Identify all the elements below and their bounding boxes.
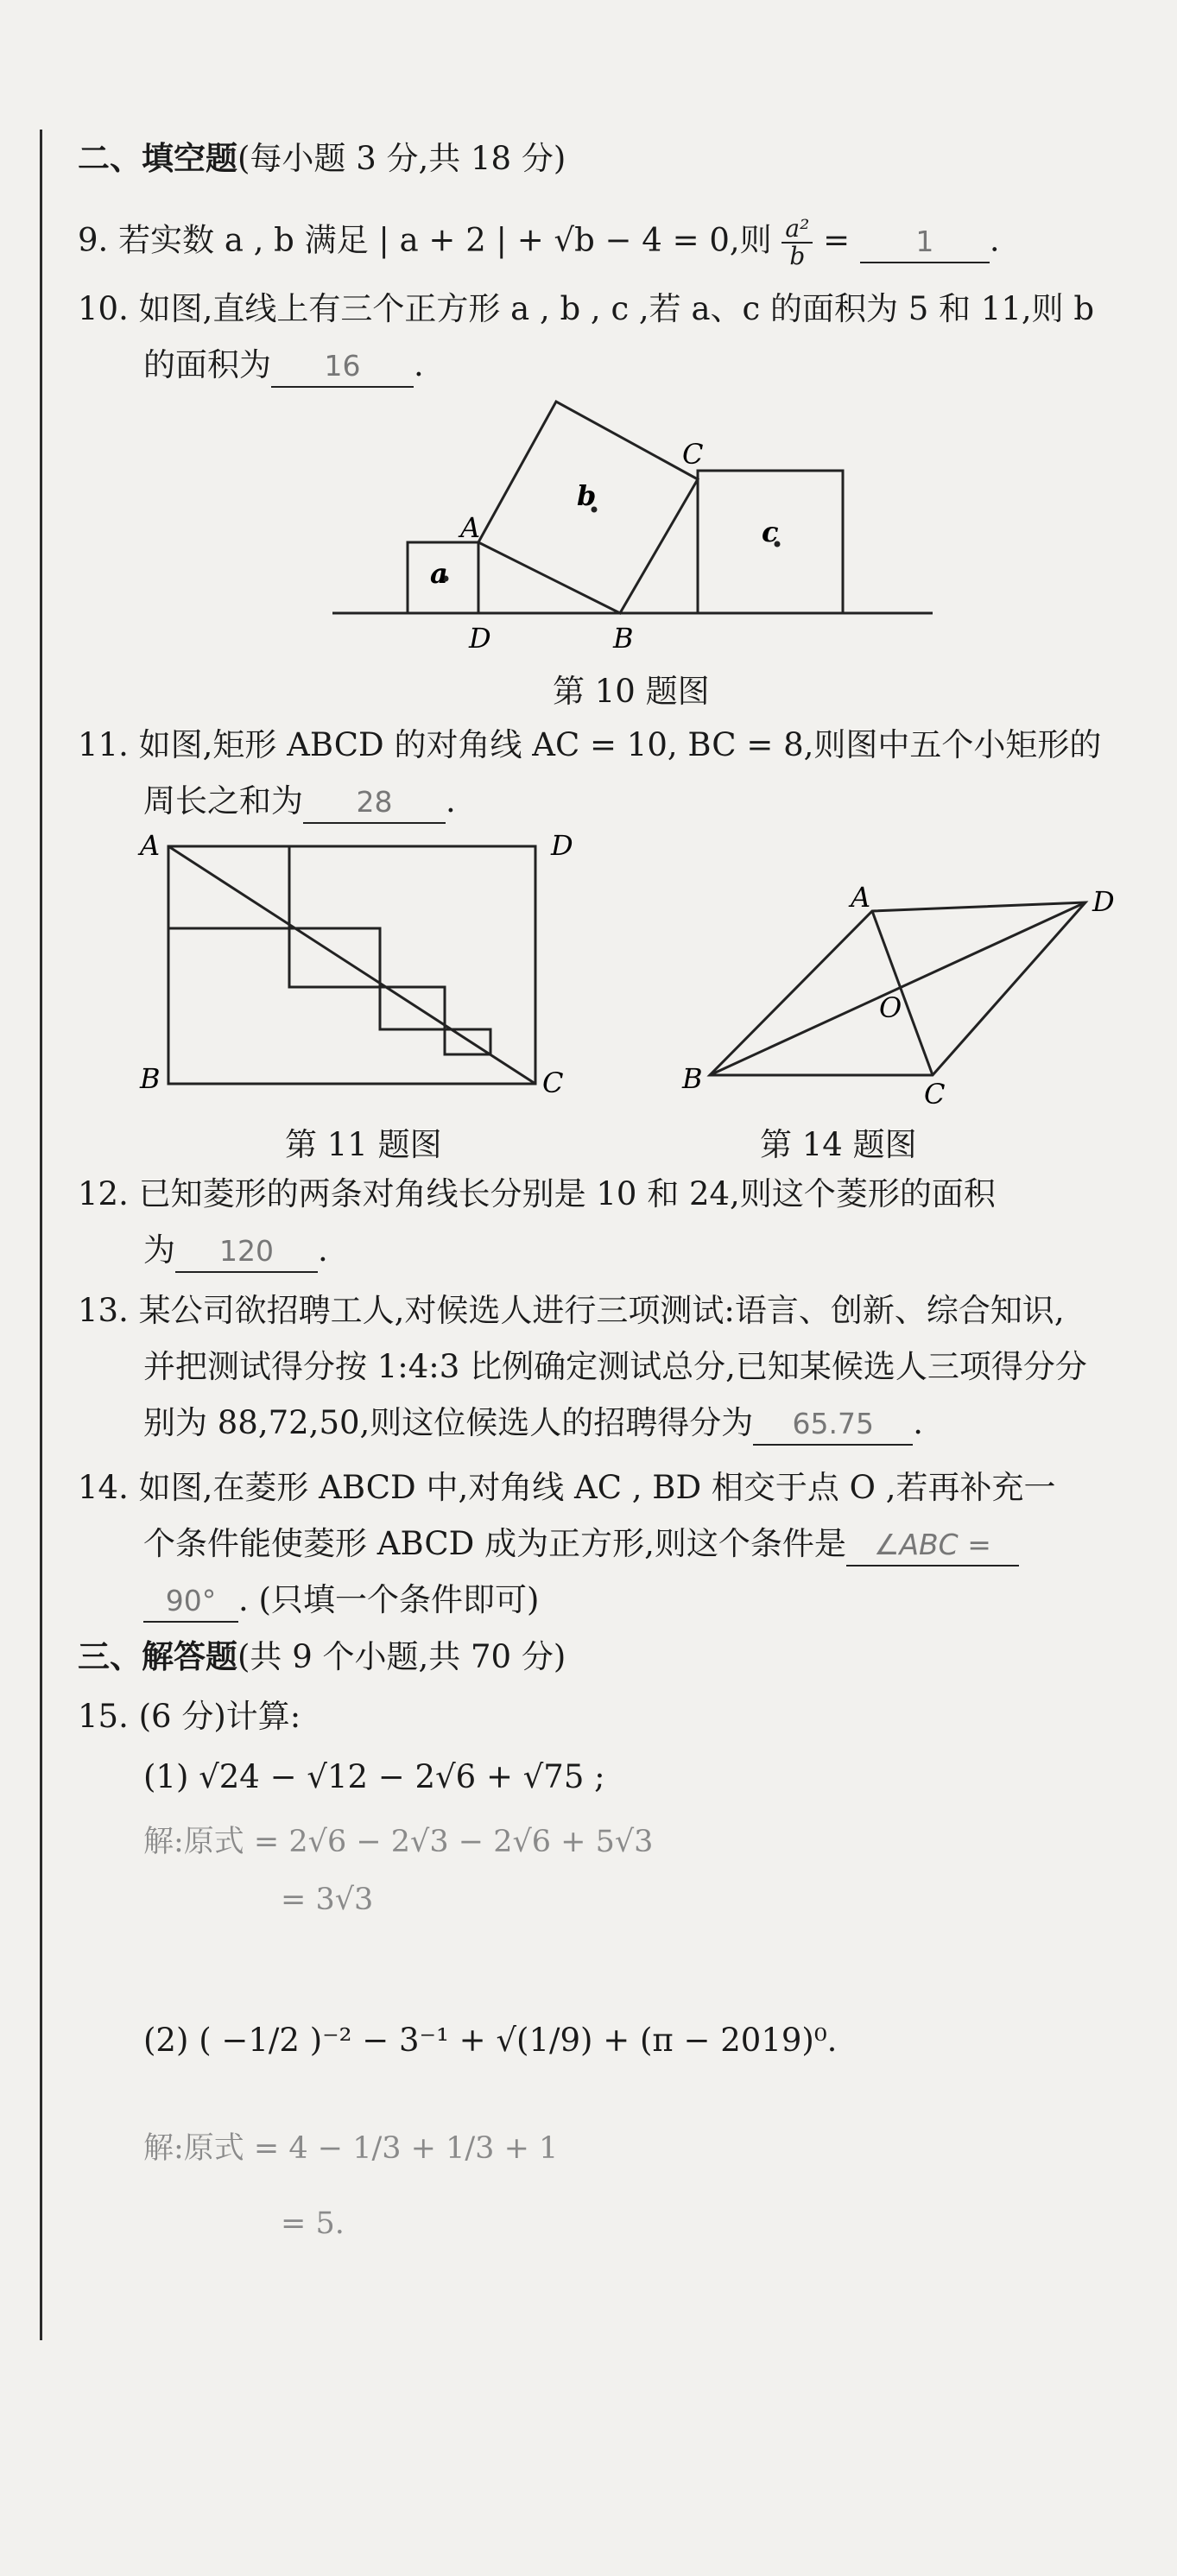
q12-text2: 为 xyxy=(143,1231,175,1269)
q13-text3: 别为 88,72,50,则这位候选人的招聘得分为 xyxy=(143,1404,754,1441)
q11-answer: 28 xyxy=(303,782,446,824)
q10-answer: 16 xyxy=(271,346,414,388)
fig14-label-D: D xyxy=(1092,885,1115,918)
q12-text: 已知菱形的两条对角线长分别是 10 和 24,则这个菱形的面积 xyxy=(138,1175,996,1212)
q15-text: (6 分)计算: xyxy=(138,1698,301,1735)
question-11-line1 xyxy=(78,725,1101,765)
section2-title: 二、填空题 xyxy=(78,139,237,177)
q9-equals: = xyxy=(823,221,851,259)
q15-p2-label: (2) xyxy=(143,2022,189,2059)
q9-text: 若实数 a , b 满足 | a + 2 | + √b − 4 = 0,则 xyxy=(118,221,772,259)
question-13-line1 xyxy=(78,1291,1065,1331)
q9-fraction xyxy=(782,216,813,269)
section3-title: 三、解答题 xyxy=(78,1637,237,1675)
question-14-line1 xyxy=(78,1468,1056,1508)
fig11-diagonal-ac xyxy=(168,846,535,1084)
q12-end: . xyxy=(318,1231,328,1269)
fig14-label-C: C xyxy=(924,1078,946,1111)
question-15 xyxy=(78,1697,301,1737)
fig14-label-A: A xyxy=(851,881,871,914)
fig10-label-B: B xyxy=(613,622,634,655)
q15-p1-solution-line2: = 3√3 xyxy=(281,1883,374,1917)
fig14-diagonal-bd xyxy=(710,902,1085,1075)
q15-p2-solution-line1: 解:原式 = 4 − 1/3 + 1/3 + 1 xyxy=(143,2131,559,2166)
q15-p2-solution-line2: = 5. xyxy=(281,2206,345,2241)
q11-text2: 周长之和为 xyxy=(143,782,303,820)
q15-p1-label: (1) xyxy=(143,1758,189,1795)
q15-number: 15. xyxy=(78,1698,129,1735)
q10-text: 如图,直线上有三个正方形 a , b , c ,若 a、c 的面积为 5 和 11,则 b xyxy=(138,290,1095,327)
fig10-label-c: c xyxy=(762,516,779,548)
fig11-label-C: C xyxy=(542,1066,564,1099)
section2-note: (每小题 3 分,共 18 分) xyxy=(237,140,566,177)
q14-text2: 个条件能使菱形 ABCD 成为正方形,则这个条件是 xyxy=(143,1525,846,1562)
q9-end: . xyxy=(989,221,1000,259)
fig11-label-A: A xyxy=(140,829,161,862)
section3-note: (共 9 个小题,共 70 分) xyxy=(237,1638,566,1675)
fig10-label-b: b xyxy=(577,479,597,512)
q15-p1-solution-line1: 解:原式 = 2√6 − 2√3 − 2√6 + 5√3 xyxy=(143,1825,654,1859)
fig10-label-C: C xyxy=(682,438,704,471)
q9-frac-den: b xyxy=(789,242,806,270)
question-12-line2 xyxy=(143,1231,328,1273)
question-11-line2 xyxy=(143,782,456,824)
q14-text3: . (只填一个条件即可) xyxy=(238,1581,540,1618)
q11-number: 11. xyxy=(78,726,129,763)
q14-text: 如图,在菱形 ABCD 中,对角线 AC , BD 相交于点 O ,若再补充一 xyxy=(138,1469,1056,1506)
question-13-line3 xyxy=(143,1403,923,1446)
q14-answer-part2: 90° xyxy=(143,1581,238,1623)
question-14-line3 xyxy=(143,1580,539,1623)
q15-p1-expression: √24 − √12 − 2√6 + √75 ; xyxy=(199,1758,605,1795)
q15-part2 xyxy=(143,2021,837,2060)
fig11-label-B: B xyxy=(140,1062,161,1095)
fig14-label-B: B xyxy=(682,1062,703,1095)
fig11-caption: 第 11 题图 xyxy=(285,1126,442,1163)
figure-14 xyxy=(665,881,1131,1114)
q11-text: 如图,矩形 ABCD 的对角线 AC = 10, BC = 8,则图中五个小矩形的 xyxy=(138,726,1102,763)
question-10-line1 xyxy=(78,289,1094,329)
fig10-caption: 第 10 题图 xyxy=(553,673,710,710)
fig10-label-a: a xyxy=(430,557,448,590)
q13-text: 某公司欲招聘工人,对候选人进行三项测试:语言、创新、综合知识, xyxy=(138,1292,1065,1329)
q12-answer: 120 xyxy=(175,1231,318,1273)
q13-answer: 65.75 xyxy=(753,1404,913,1446)
q10-text2: 的面积为 xyxy=(143,346,271,383)
fig11-small-rect-3 xyxy=(380,987,445,1029)
question-10-line2 xyxy=(143,345,424,388)
figure-10 xyxy=(328,393,950,661)
fig10-label-A: A xyxy=(460,511,481,544)
q12-number: 12. xyxy=(78,1175,129,1212)
fig11-small-rect-2 xyxy=(289,928,380,987)
fig10-label-D: D xyxy=(469,622,491,655)
fig14-caption: 第 14 题图 xyxy=(760,1126,917,1163)
q9-frac-num: a² xyxy=(782,216,813,244)
binding-margin-line xyxy=(40,130,42,2340)
q14-number: 14. xyxy=(78,1469,129,1506)
q13-end: . xyxy=(913,1404,924,1441)
section3-heading xyxy=(78,1636,566,1677)
q10-end: . xyxy=(414,346,424,383)
q15-part1 xyxy=(143,1757,605,1797)
section2-heading xyxy=(78,138,566,179)
figure-11 xyxy=(130,825,579,1110)
fig14-label-O: O xyxy=(879,991,902,1024)
question-14-line2 xyxy=(143,1524,1019,1566)
q11-end: . xyxy=(446,782,456,820)
q15-p2-expression: ( −1/2 )⁻² − 3⁻¹ + √(1/9) + (π − 2019)⁰. xyxy=(199,2022,838,2059)
fig11-label-D: D xyxy=(551,829,573,862)
question-12-line1 xyxy=(78,1174,996,1214)
q13-number: 13. xyxy=(78,1292,129,1329)
question-9 xyxy=(78,216,1000,269)
q14-answer-part1: ∠ABC = xyxy=(846,1525,1019,1566)
q9-answer: 1 xyxy=(860,222,990,263)
q10-number: 10. xyxy=(78,290,129,327)
q13-text2: 并把测试得分按 1:4:3 比例确定测试总分,已知某候选人三项得分分 xyxy=(143,1348,1087,1385)
q9-number: 9. xyxy=(78,221,109,259)
